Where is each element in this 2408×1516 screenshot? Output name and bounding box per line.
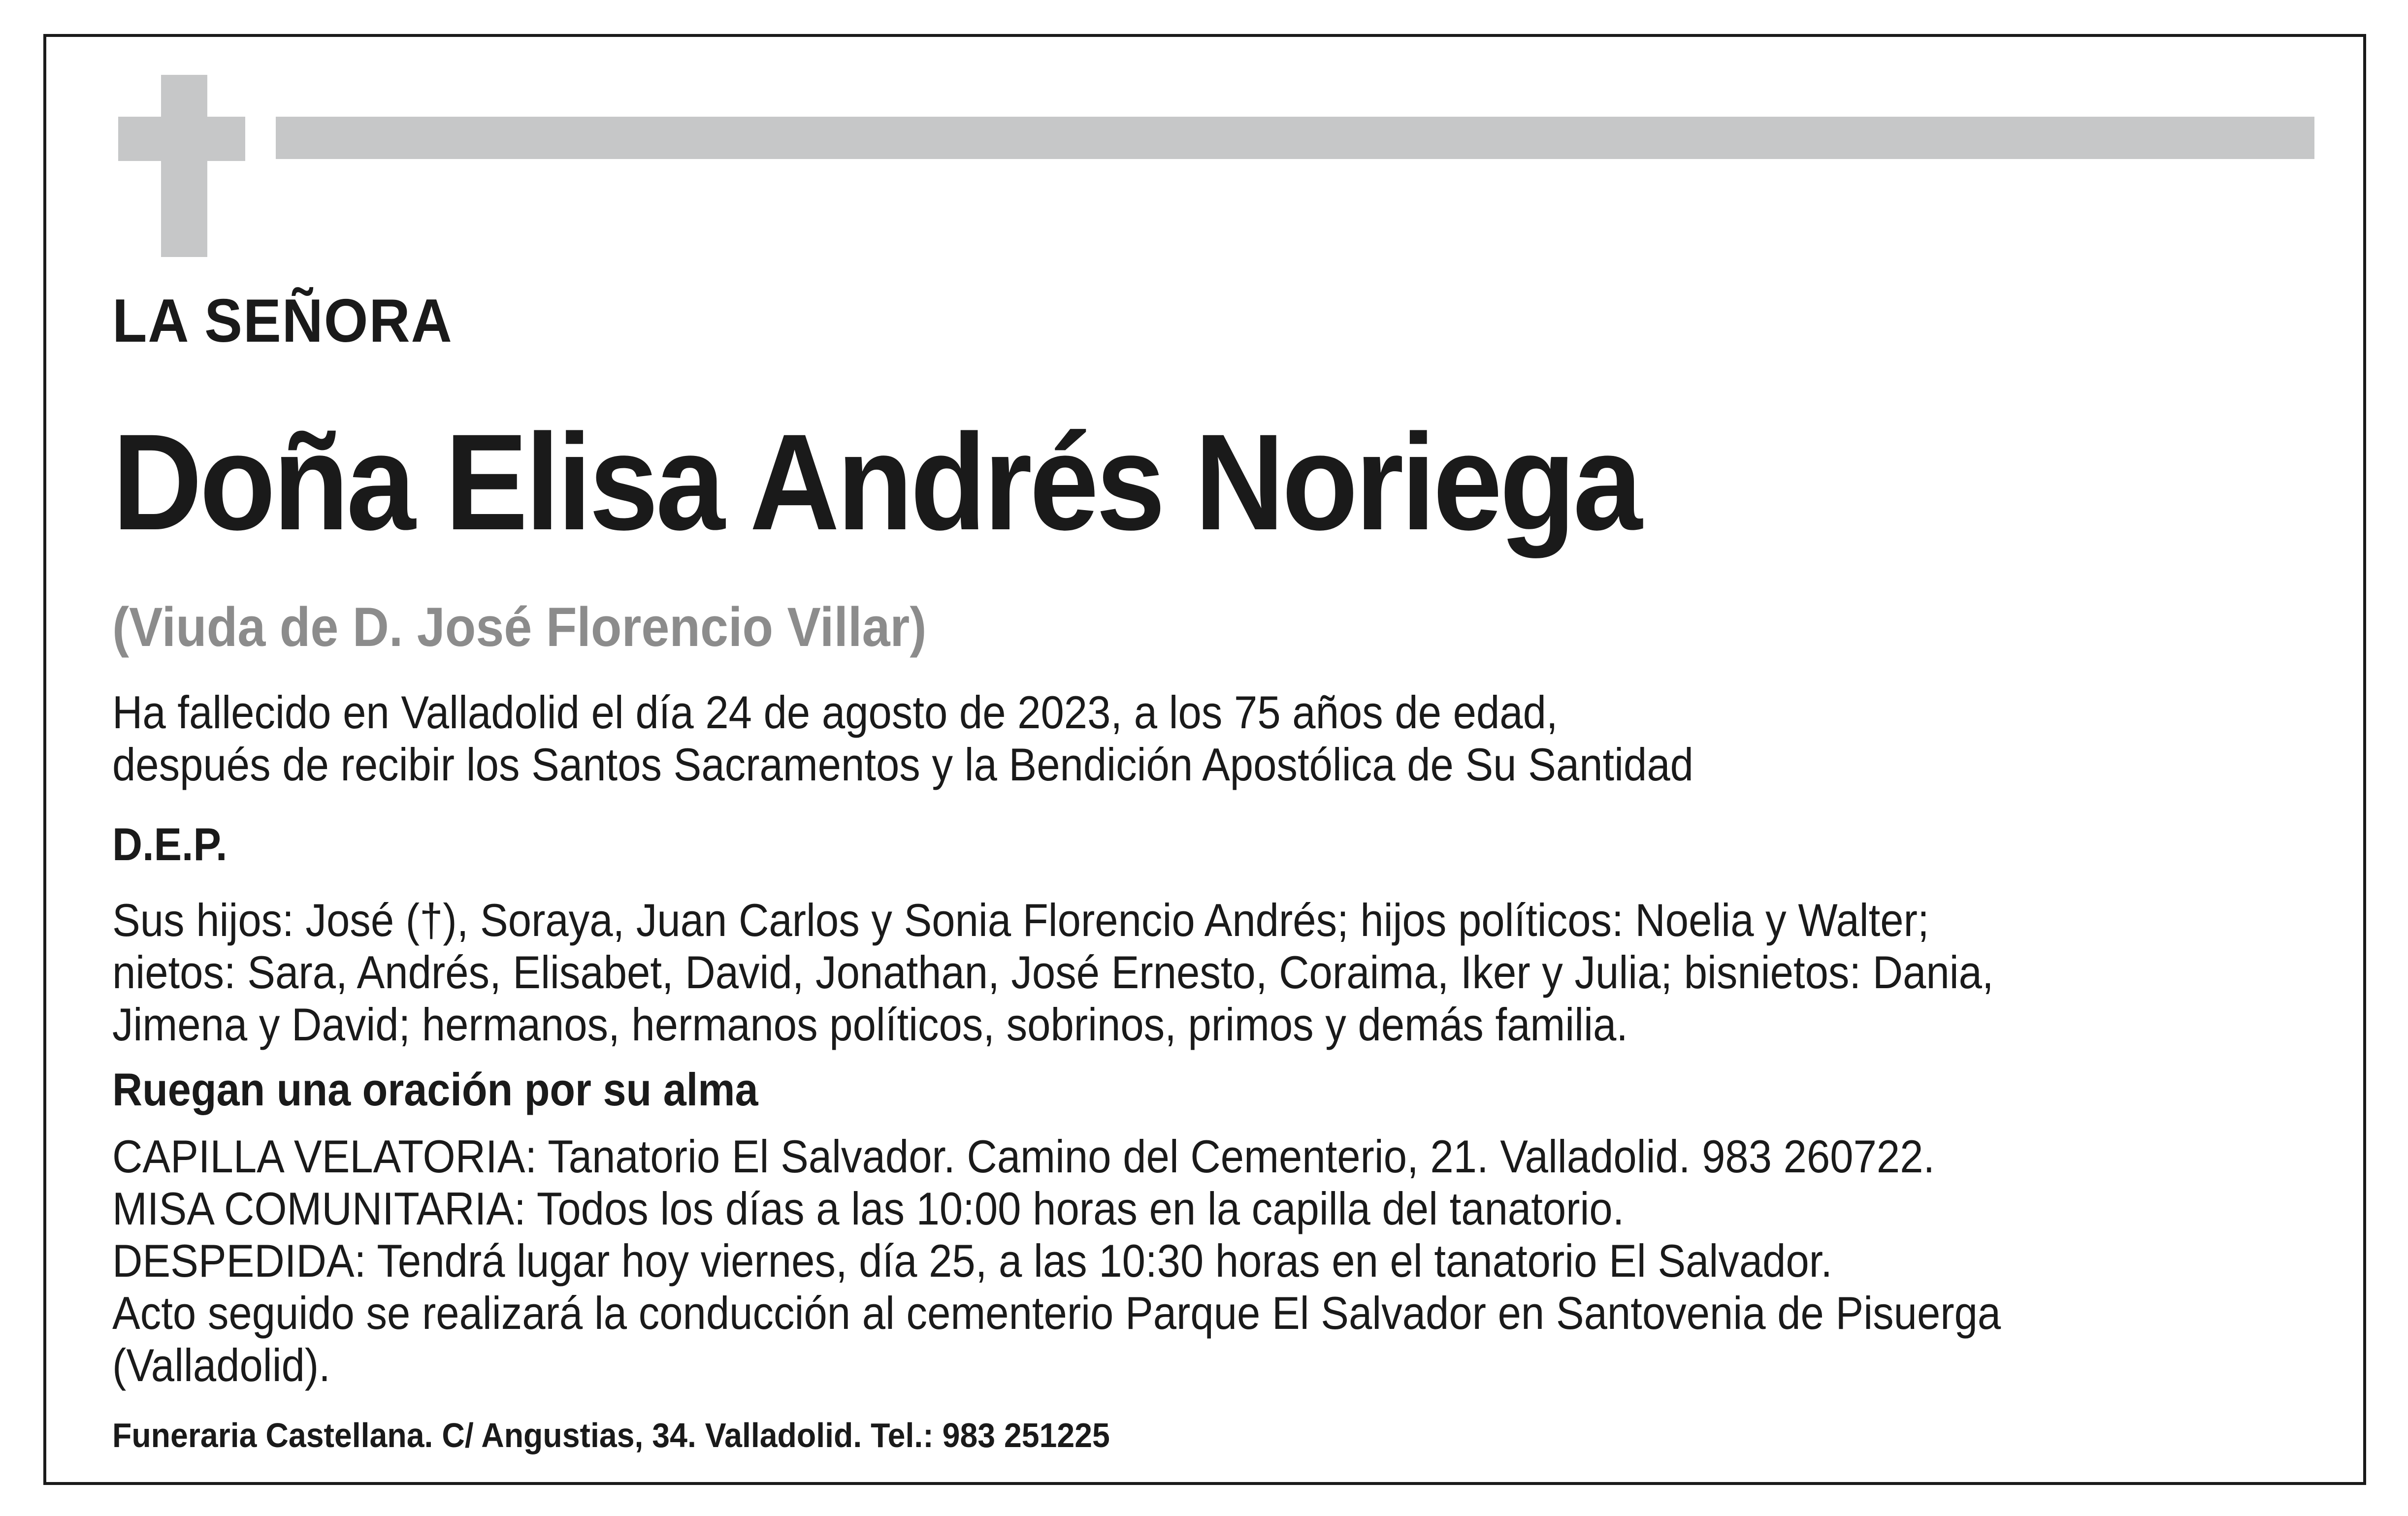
family-line-3: Jimena y David; hermanos, hermanos políticos, sobrinos, primos y demás familia.	[112, 999, 1628, 1050]
title-label: LA SEÑORA	[112, 287, 453, 355]
cross-horizontal-bar	[118, 117, 245, 161]
service-line-5: (Valladolid).	[112, 1339, 330, 1391]
header-rule	[276, 117, 2314, 159]
service-line-4: Acto seguido se realizará la conducción al cementerio Parque El Salvador en Santovenia de Pisuerga	[112, 1287, 2001, 1339]
family-line-2: nietos: Sara, Andrés, Elisabet, David, Jonathan, José Ernesto, Coraima, Iker y Julia; bisnietos: Dania,	[112, 946, 1994, 998]
widow-subtitle: (Viuda de D. José Florencio Villar)	[112, 596, 927, 658]
cross-vertical-bar	[161, 75, 207, 257]
deceased-name: Doña Elisa Andrés Noriega	[112, 405, 1640, 558]
death-line-2: después de recibir los Santos Sacramentos y la Bendición Apostólica de Su Santidad	[112, 739, 1693, 790]
service-line-2: MISA COMUNITARIA: Todos los días a las 10:00 horas en la capilla del tanatorio.	[112, 1183, 1625, 1234]
dep-heading: D.E.P.	[112, 818, 228, 870]
death-line-1: Ha fallecido en Valladolid el día 24 de agosto de 2023, a los 75 años de edad,	[112, 686, 1558, 738]
service-line-3: DESPEDIDA: Tendrá lugar hoy viernes, día 25, a las 10:30 horas en el tanatorio El Salvador.	[112, 1235, 1833, 1287]
service-line-1: CAPILLA VELATORIA: Tanatorio El Salvador. Camino del Cementerio, 21. Valladolid. 983 260722.	[112, 1130, 1935, 1182]
funeral-home-footer: Funeraria Castellana. C/ Angustias, 34. Valladolid. Tel.: 983 251225	[112, 1416, 1110, 1454]
prayer-heading: Ruegan una oración por su alma	[112, 1064, 758, 1115]
family-line-1: Sus hijos: José (†), Soraya, Juan Carlos y Sonia Florencio Andrés; hijos políticos: Noelia y Walter;	[112, 894, 1929, 946]
